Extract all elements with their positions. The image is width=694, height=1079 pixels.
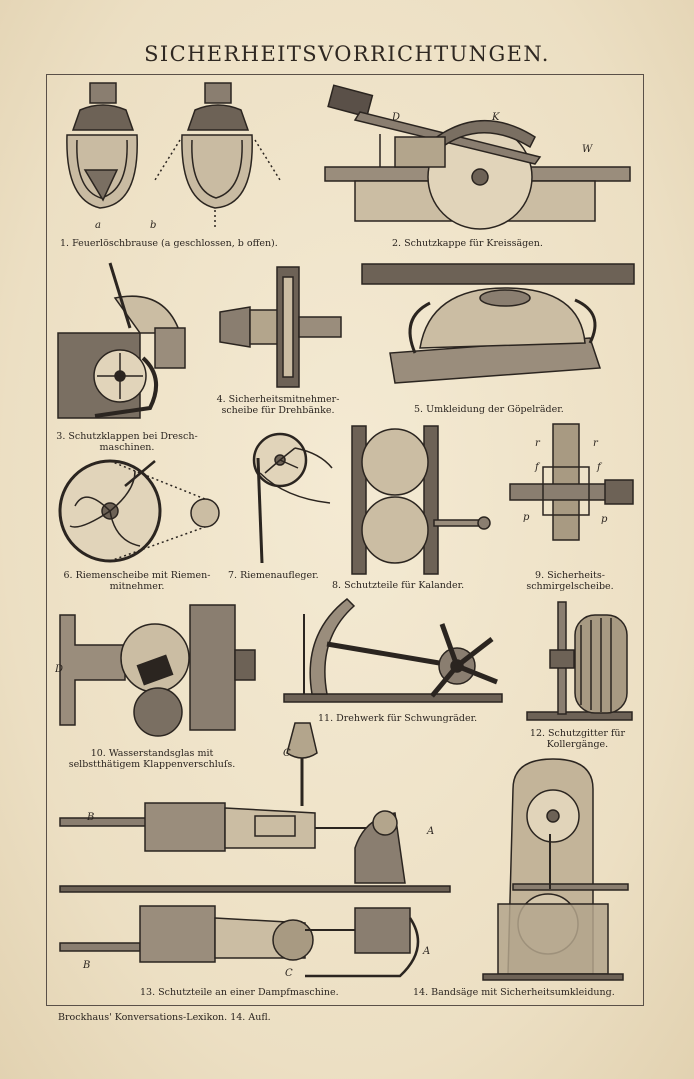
fig10-caption-line2: selbstthätigem Klappenverschluſs. [68, 759, 236, 770]
fig2-label-d: D [392, 112, 401, 123]
fig8-calender-illustration [350, 422, 495, 577]
fig1-label-b: b [150, 220, 157, 230]
fig9-caption [500, 570, 640, 592]
fig3-caption [52, 431, 202, 453]
fig2-caption: 2. Schutzkappe für Kreissägen. [392, 238, 543, 249]
fig6-pulley-illustration [55, 456, 225, 568]
fig3-caption-line2: maschinen. [99, 442, 155, 453]
fig11-turning-gear-illustration [282, 594, 504, 706]
fig13-label-a-bottom: A [423, 946, 431, 957]
fig13-caption: 13. Schutzteile an einer Dampfmaschine. [140, 987, 339, 998]
fig1-sprinkler-illustration [55, 80, 295, 230]
fig12-edge-mill-guard-illustration [525, 600, 635, 724]
fig9-caption-line2: schmirgelscheibe. [526, 581, 614, 592]
fig6-caption-line2: mitnehmer. [109, 581, 165, 592]
fig13-steam-engine-illustration [55, 718, 455, 980]
fig4-carrier-disk-illustration [215, 262, 345, 392]
fig13-label-b-top: B [87, 812, 95, 823]
fig2-label-w: W [582, 144, 593, 155]
plate-title: SICHERHEITSVORRICHTUNGEN. [144, 42, 550, 66]
fig9-label-r2: r [593, 438, 598, 449]
fig7-belt-shifter-illustration [240, 428, 335, 566]
fig9-emery-wheel-illustration [505, 422, 637, 542]
fig2-saw-guard-illustration [320, 82, 635, 232]
publisher-footer: Brockhaus' Konversations-Lexikon. 14. Aufl. [58, 1012, 271, 1023]
fig9-label-p2: p [601, 514, 608, 525]
fig5-caption: 5. Umkleidung der Göpelräder. [414, 404, 564, 415]
fig13-label-c-bottom: C [285, 968, 293, 979]
fig1-caption: 1. Feuerlöschbrause (a geschlossen, b offen). [60, 238, 278, 249]
fig11-caption: 11. Drehwerk für Schwungräder. [318, 713, 478, 724]
fig13-label-b-bottom: B [83, 960, 91, 971]
fig6-caption-line1: 6. Riemenscheibe mit Riemen- [63, 570, 211, 581]
fig10-label-d: D [55, 664, 64, 675]
fig9-label-f1: f [535, 462, 539, 473]
fig6-caption [52, 570, 222, 592]
fig3-caption-line1: 3. Schutzklappen bei Dresch- [56, 431, 198, 442]
fig9-label-r1: r [535, 438, 540, 449]
fig9-label-p1: p [523, 512, 530, 523]
fig2-label-k: K [492, 112, 500, 123]
fig12-caption-line2: Kollergänge. [546, 739, 609, 750]
fig4-caption [203, 394, 353, 416]
fig5-gear-housing-illustration [360, 258, 635, 393]
fig13-label-a-top: A [427, 826, 435, 837]
fig14-caption: 14. Bandsäge mit Sicherheitsumkleidung. [413, 987, 615, 998]
fig4-caption-line2: scheibe für Drehbänke. [221, 405, 335, 416]
fig12-caption [515, 728, 640, 750]
fig13-label-c-top: C [283, 748, 291, 759]
fig1-label-a: a [95, 220, 101, 230]
fig7-caption: 7. Riemenaufleger. [228, 570, 319, 581]
fig8-caption: 8. Schutzteile für Kalander. [332, 580, 465, 591]
fig14-band-saw-illustration [478, 754, 633, 982]
fig3-thresher-illustration [55, 258, 190, 423]
fig9-label-f2: f [597, 462, 601, 473]
fig12-caption-line1: 12. Schutzgitter für [529, 728, 626, 739]
fig9-caption-line1: 9. Sicherheits- [535, 570, 605, 581]
fig4-caption-line1: 4. Sicherheitsmitnehmer- [216, 394, 340, 405]
fig10-caption-line1: 10. Wasserstandsglas mit [90, 748, 214, 759]
